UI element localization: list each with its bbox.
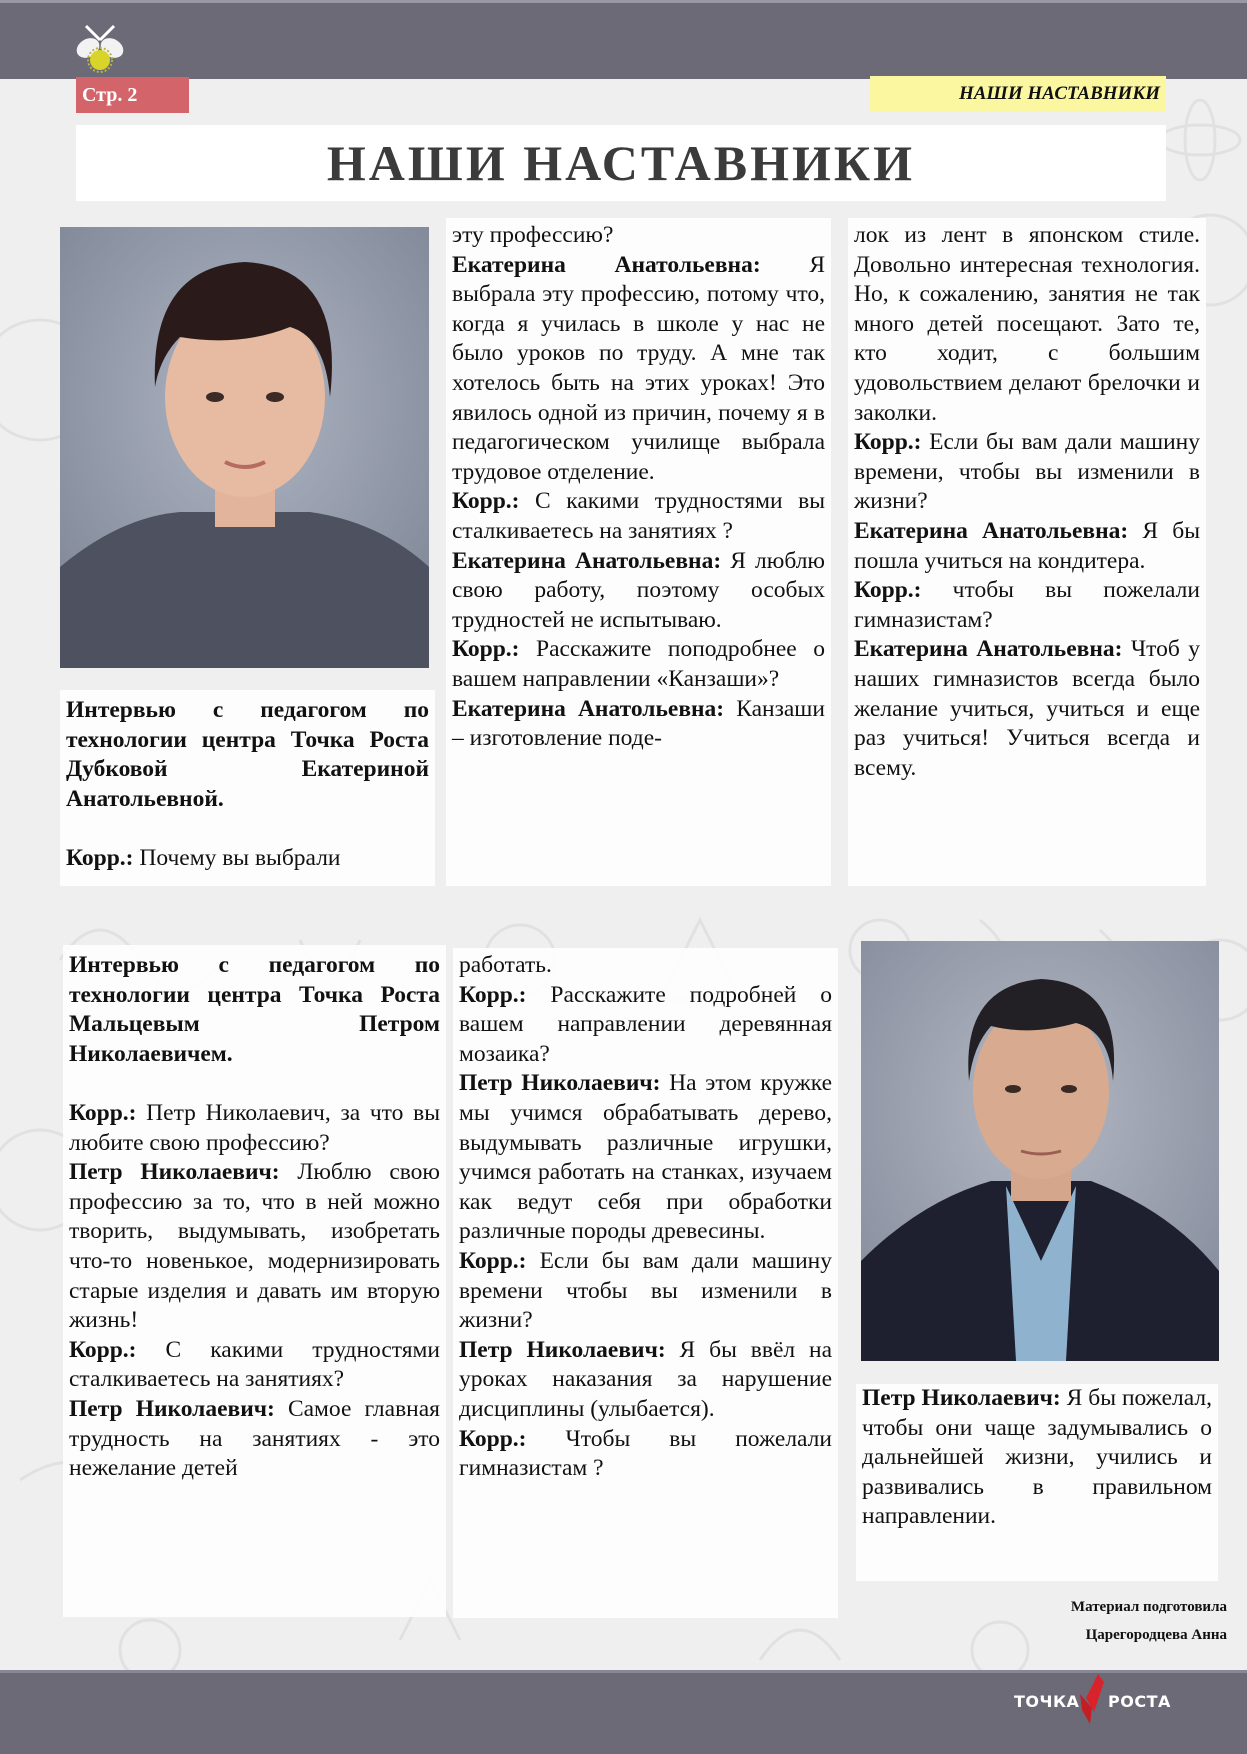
qa-paragraph (452, 547, 825, 636)
qa-text: Канзаши – изготовление поде- (452, 695, 825, 752)
firefly-logo-icon (72, 22, 128, 78)
qa-text: Я бы пожелал, чтобы они чаще задумывались о дальнейшей жизни, учились и развивались в правильном направлении. (862, 1385, 1213, 1530)
qa-paragraph (69, 1158, 440, 1336)
qa-paragraph (66, 844, 429, 874)
interview1-lead: Интервью с педагогом по технологии центра Точка Роста Дубковой Екатериной Анатольевной. (66, 697, 429, 812)
credit-line1: Материал подготовила (1070, 1599, 1227, 1615)
speaker-label: Корр.: (459, 981, 527, 1008)
qa-paragraph (452, 695, 825, 754)
qa-text: эту профессию? (452, 222, 614, 248)
speaker-label: Корр.: (452, 636, 520, 663)
qa-paragraph (69, 1395, 440, 1484)
qa-paragraph (854, 517, 1200, 576)
qa-paragraph (854, 428, 1200, 517)
interview2-column1 (63, 945, 446, 1617)
interview1-column3 (848, 218, 1206, 886)
qa-text: Чтоб у наших гимназистов всегда было желание учиться, учиться и еще раз учиться! Учиться всегда и всему. (854, 636, 1200, 781)
qa-text: Люблю свою профессию за то, что в ней можно творить, выдумывать, изобретать что-то новенькое, модернизировать старые изделия и давать им вторую жизнь! (69, 1159, 440, 1334)
qa-paragraph (452, 251, 825, 488)
qa-text: Если бы вам дали машину времени, чтобы вы изменили в жизни? (854, 429, 1200, 515)
teacher-photo-maltsev (861, 941, 1219, 1361)
interview1-column1 (60, 690, 435, 886)
qa-paragraph (854, 635, 1200, 783)
speaker-label: Корр.: (854, 429, 922, 456)
interview2-column3 (856, 1384, 1218, 1581)
qa-paragraph (452, 635, 825, 694)
qa-text: Если бы вам дали машину времени чтобы вы изменили в жизни? (459, 1247, 832, 1334)
logo-text-right: РОСТА (1108, 1692, 1171, 1711)
speaker-label: Петр Николаевич: (69, 1395, 275, 1422)
speaker-label: Екатерина Анатольевна: (452, 251, 761, 278)
credit-author: Царегородцева Анна (1085, 1627, 1227, 1643)
qa-text: работать. (459, 952, 552, 978)
qa-text: На этом кружке мы учимся обрабатывать дерево, выдумывать различные игрушки, учимся работать на станках, изучаем как ведут себя при обработки различные породы древесины. (459, 1070, 832, 1245)
speaker-label: Корр.: (854, 577, 922, 604)
speaker-label: Корр.: (69, 1099, 137, 1126)
qa-paragraph (452, 487, 825, 546)
page-title: НАШИ НАСТАВНИКИ (326, 135, 916, 191)
qa-text: Я выбрала эту профессию, потому что, когда я училась в школе у нас не было уроков по труду. А мне так хотелось быть на этих уроках! Это явилось одной из причин, почему я в педагогическом училище выбрала трудовое отделение. (452, 251, 825, 485)
qa-text: Почему вы выбрали (133, 844, 341, 871)
page-title-box (76, 125, 1166, 201)
qa-text: Петр Николаевич, за что вы любите свою профессию? (69, 1099, 440, 1156)
qa-text: С какими трудностями вы сталкиваетесь на занятиях ? (452, 488, 825, 544)
qa-text: Я люблю свою работу, поэтому особых трудностей не испытываю. (452, 547, 825, 633)
speaker-label: Корр.: (459, 1247, 527, 1274)
tochka-rosta-logo (1012, 1672, 1172, 1732)
interview2-lead: Интервью с педагогом по технологии центра Точка Роста Мальцевым Петром Николаевичем. (69, 952, 440, 1067)
qa-paragraph (459, 951, 832, 981)
qa-text: чтобы вы пожелали гимназистам? (854, 577, 1200, 633)
section-label-tag: НАШИ НАСТАВНИКИ (870, 76, 1166, 112)
speaker-label: Корр.: (459, 1425, 527, 1452)
qa-text: Расскажите поподробнее о вашем направлении «Канзаши»? (452, 636, 825, 692)
qa-paragraph (854, 221, 1200, 428)
qa-paragraph (452, 221, 825, 251)
interview2-column2 (453, 948, 838, 1618)
page-number-tag: Стр. 2 (76, 77, 189, 113)
qa-text: Чтобы вы пожелали гимназистам ? (459, 1425, 832, 1482)
speaker-label: Екатерина Анатольевна: (854, 517, 1129, 544)
qa-paragraph (69, 1099, 440, 1158)
qa-paragraph (459, 1069, 832, 1247)
top-header-bar (0, 0, 1247, 79)
qa-paragraph (862, 1384, 1212, 1532)
qa-text: лок из лент в японском стиле. Довольно интересная технология. Но, к сожалению, занятия не так много детей посещают. Зато те, кто ходит, с большим удовольствием делают брелочки и заколки. (854, 222, 1200, 426)
logo-text-left: ТОЧКА (1014, 1692, 1080, 1711)
qa-text: Я бы пошла учиться на кондитера. (854, 517, 1200, 574)
qa-paragraph (459, 1425, 832, 1484)
speaker-label: Корр.: (66, 844, 134, 871)
speaker-label: Петр Николаевич: (459, 1070, 661, 1097)
qa-text: Расскажите подробней о вашем направлении деревянная мозаика? (459, 981, 832, 1067)
qa-paragraph (459, 1247, 832, 1336)
speaker-label: Екатерина Анатольевна: (452, 695, 725, 722)
speaker-label: Екатерина Анатольевна: (452, 547, 722, 574)
speaker-label: Корр.: (69, 1336, 137, 1363)
qa-text: Я бы ввёл на уроках наказания за нарушение дисциплины (улыбается). (459, 1336, 832, 1422)
speaker-label: Петр Николаевич: (69, 1159, 280, 1186)
qa-paragraph (459, 1336, 832, 1425)
interview1-column2 (446, 218, 831, 886)
teacher-photo-dubkova (60, 227, 429, 668)
qa-paragraph (459, 981, 832, 1070)
red-leaf-icon (1078, 1672, 1108, 1732)
qa-paragraph (69, 1336, 440, 1395)
speaker-label: Корр.: (452, 488, 520, 515)
qa-text: С какими трудностями сталкиваетесь на занятиях? (69, 1336, 440, 1393)
qa-text: Самое главная трудность на занятиях - это нежелание детей (69, 1395, 440, 1482)
speaker-label: Петр Николаевич: (862, 1385, 1061, 1411)
speaker-label: Петр Николаевич: (459, 1336, 666, 1363)
qa-paragraph (854, 576, 1200, 635)
speaker-label: Екатерина Анатольевна: (854, 636, 1123, 663)
